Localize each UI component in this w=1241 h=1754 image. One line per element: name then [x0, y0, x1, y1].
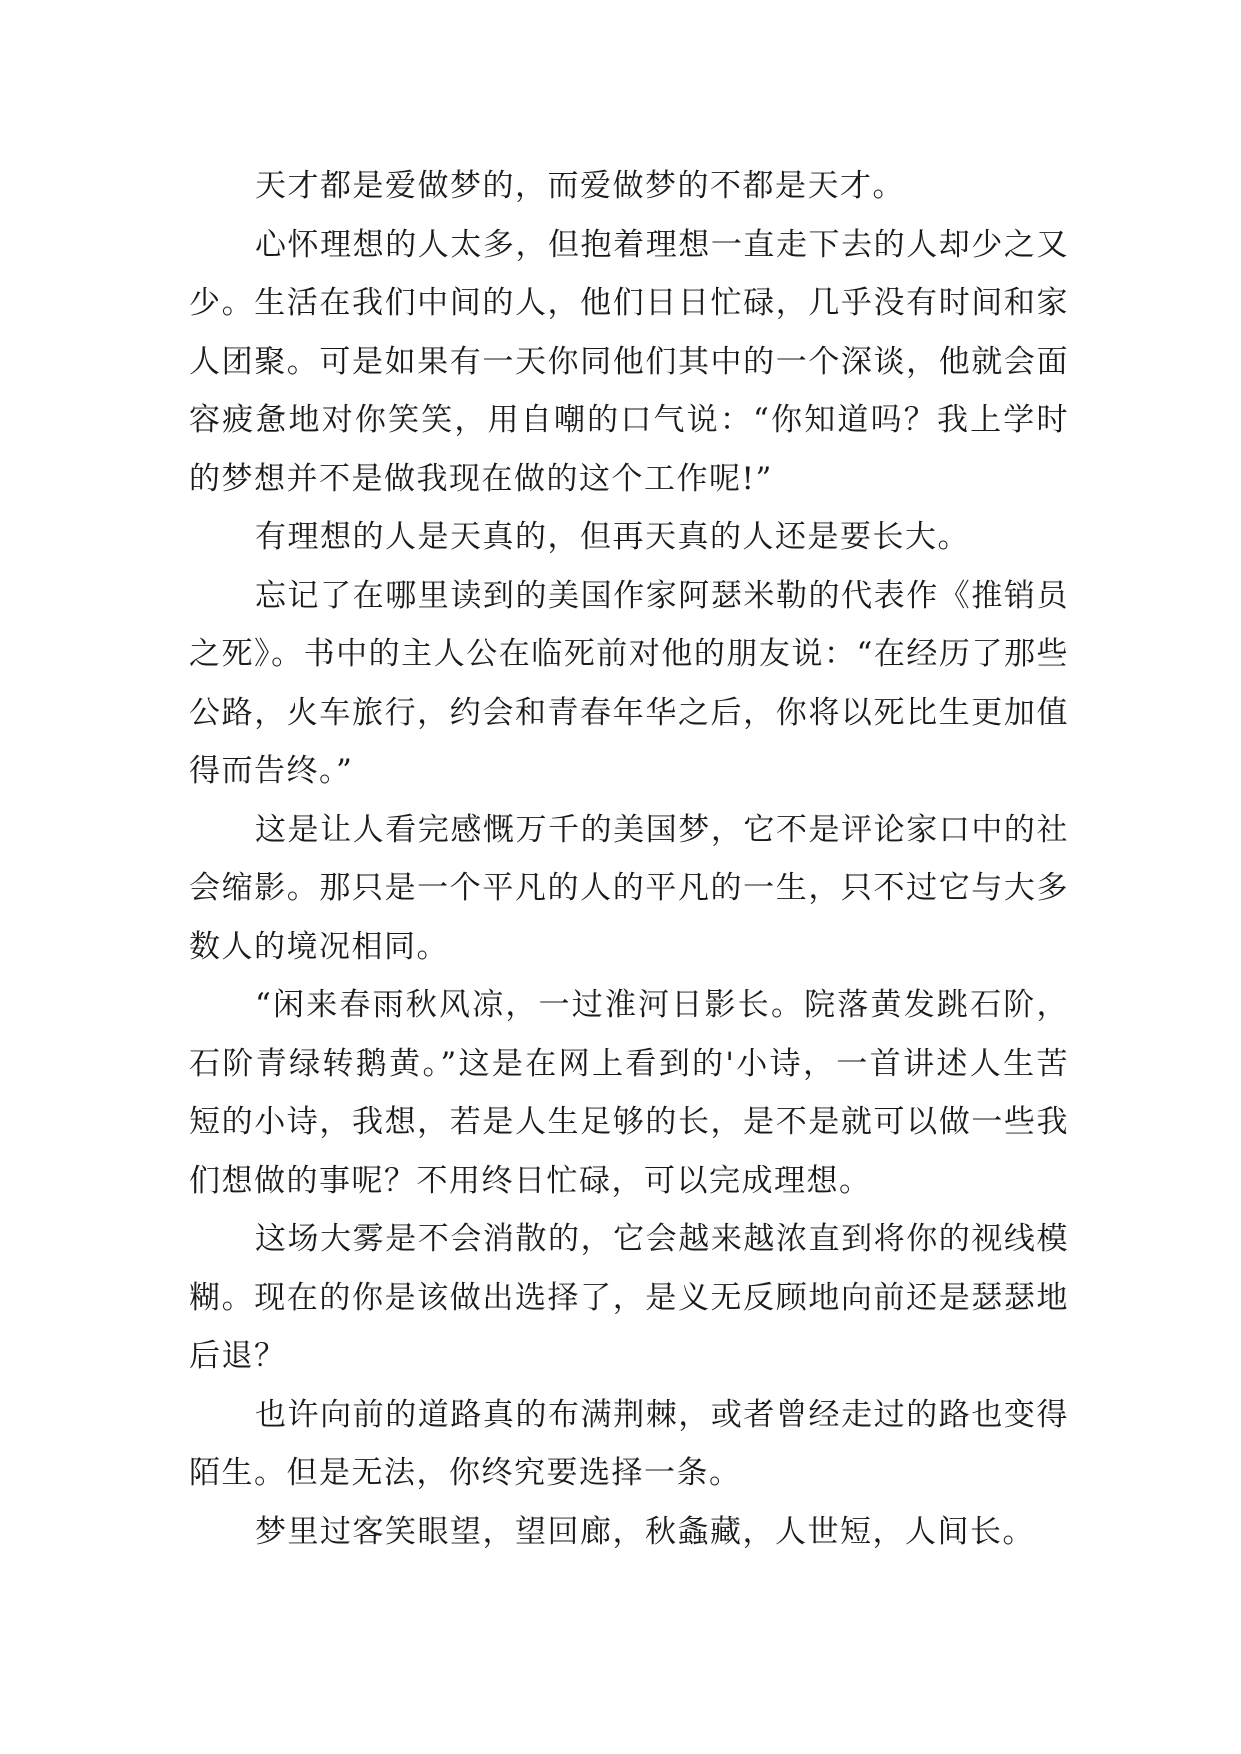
paragraph-1: 天才都是爱做梦的，而爱做梦的不都是天才。	[255, 168, 905, 204]
paragraph-8: 也许向前的道路真的布满荆棘，或者曾经走过的路也变得陌生。但是无法，你终究要选择一条。	[189, 1396, 1069, 1491]
paragraph-7: 这场大雾是不会消散的，它会越来越浓直到将你的视线模糊。现在的你是该做出选择了，是义无反顾地向前还是瑟瑟地后退？	[189, 1221, 1069, 1374]
paragraph-4: 忘记了在哪里读到的美国作家阿瑟米勒的代表作《推销员之死》。书中的主人公在临死前对他的朋友说：“在经历了那些公路，火车旅行，约会和青春年华之后，你将以死比生更加值得而告终。”	[189, 577, 1069, 789]
paragraph-2: 心怀理想的人太多，但抱着理想一直走下去的人却少之又少。生活在我们中间的人，他们日日忙碌，几乎没有时间和家人团聚。可是如果有一天你同他们其中的一个深谈，他就会面容疲惫地对你笑笑，用自嘲的口气说：“你知道吗？我上学时的梦想并不是做我现在做的这个工作呢!”	[189, 226, 1069, 497]
paragraph-9: 梦里过客笑眼望，望回廊，秋螽藏，人世短，人间长。	[255, 1513, 1035, 1550]
paragraph-5: 这是让人看完感慨万千的美国梦，它不是评论家口中的社会缩影。那只是一个平凡的人的平凡的一生，只不过它与大多数人的境况相同。	[189, 811, 1069, 965]
paragraph-3: 有理想的人是天真的，但再天真的人还是要长大。	[255, 519, 970, 555]
essay-body	[189, 157, 1069, 1561]
paragraph-6: “闲来春雨秋风凉，一过淮河日影长。院落黄发跳石阶，石阶青绿转鹅黄。”这是在网上看到的'小诗，一首讲述人生苦短的小诗，我想，若是人生足够的长，是不是就可以做一些我们想做的事呢？不用终日忙碌，可以完成理想。	[189, 987, 1069, 1199]
